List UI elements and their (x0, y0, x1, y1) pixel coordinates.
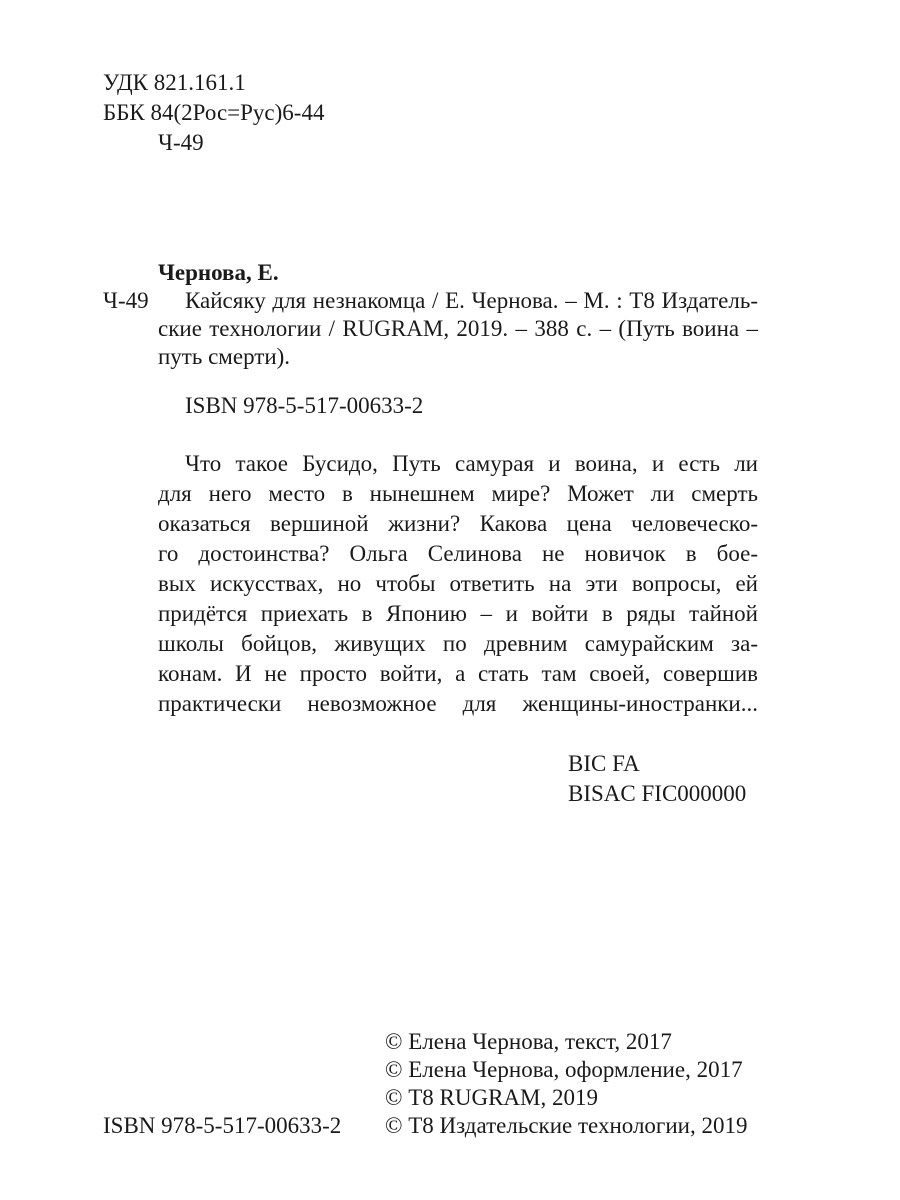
bibliographic-line-1: Кайсяку для незнакомца / Е. Чернова. – М. : Т8 Издатель- (185, 288, 758, 313)
annotation-line: конам. И не просто войти, а стать там своей, совершив (158, 661, 758, 686)
copyright-line: © Т8 RUGRAM, 2019 (385, 1085, 598, 1110)
margin-author-mark: Ч-49 (103, 288, 149, 313)
copyright-line: © Елена Чернова, оформление, 2017 (385, 1057, 743, 1082)
annotation-line: Что такое Бусидо, Путь самурая и воина, и есть ли (185, 451, 758, 476)
annotation-line: придётся приехать в Японию – и войти в ряды тайной (158, 601, 758, 626)
copyright-line: © Т8 Издательские технологии, 2019 (385, 1113, 748, 1138)
bic-code: BIC FA (568, 751, 640, 776)
annotation-line: го достоинства? Ольга Селинова не новичок в бое- (158, 541, 758, 566)
bibliographic-line-2: ские технологии / RUGRAM, 2019. – 388 с. – (Путь воина – (158, 316, 758, 341)
author-mark: Ч-49 (158, 130, 204, 155)
isbn-footer: ISBN 978-5-517-00633-2 (103, 1113, 342, 1138)
bibliographic-line-3: путь смерти). (158, 344, 291, 369)
annotation-line: оказаться вершиной жизни? Какова цена человеческо- (158, 511, 758, 536)
copyright-line: © Елена Чернова, текст, 2017 (385, 1029, 672, 1054)
annotation-line: школы бойцов, живущих по древним самурайским за- (158, 631, 758, 656)
annotation-line: практически невозможное для женщины-иностранки... (158, 691, 758, 716)
annotation-line: для него место в нынешнем мире? Может ли смерть (158, 481, 758, 506)
annotation-line: вых искусствах, но чтобы ответить на эти вопросы, ей (158, 571, 758, 596)
author-heading: Чернова, Е. (158, 260, 279, 285)
isbn-record: ISBN 978-5-517-00633-2 (185, 393, 424, 418)
bisac-code: BISAC FIC000000 (568, 781, 747, 806)
bbk-code: ББК 84(2Рос=Рус)6-44 (103, 100, 325, 125)
udk-code: УДК 821.161.1 (103, 70, 246, 95)
